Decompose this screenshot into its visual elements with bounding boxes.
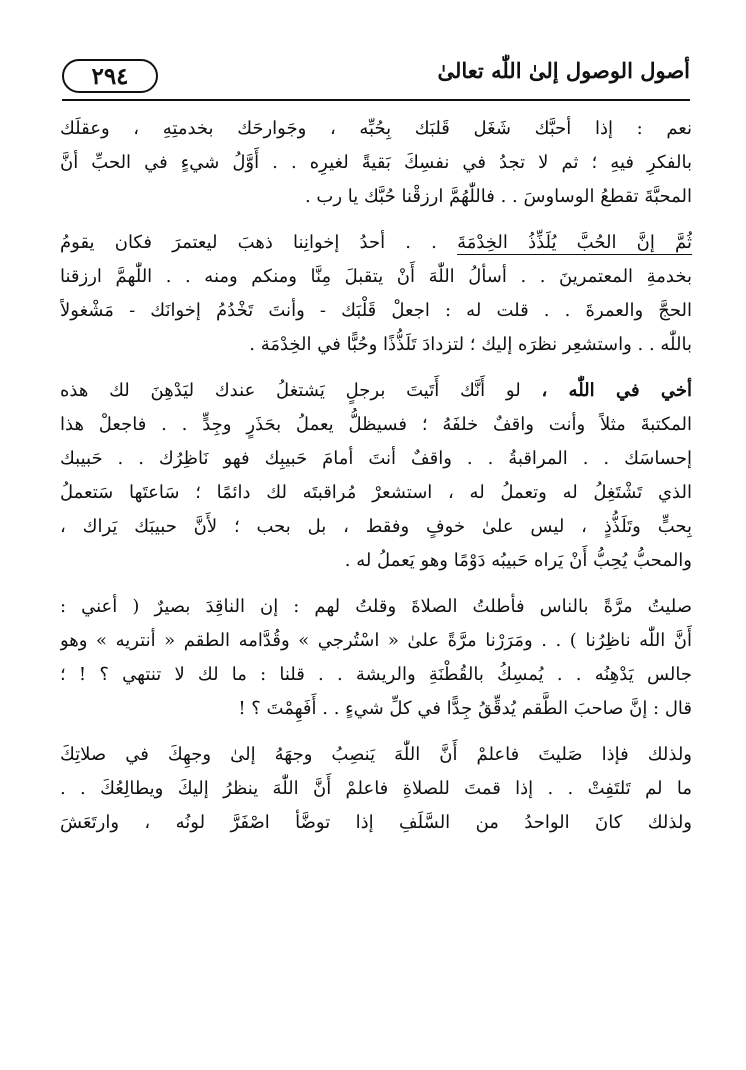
page-header: [62, 52, 690, 96]
text-line: ولذلك كانَ الواحدُ من السَّلَفِ إذا توضَّأ اصْفَرَّ لونُه ، وارتَعَشَ: [60, 812, 692, 833]
paragraph-4: [60, 590, 692, 726]
text-line: [60, 374, 692, 408]
paragraph-1: [60, 112, 692, 214]
text-line: باللّٰه . . واستشعِر نظرَه إليك ؛ لتزدادَ تَلَذُّذًا وحُبًّا في الخِدْمَة .: [249, 334, 692, 355]
paragraph-5: [60, 738, 692, 840]
text-line: بِحبٍّ وتَلَذُّذٍ ، ليس علىٰ خوفٍ وفقط ، بل بحب ؛ لأَنَّ حبيبَك يَراك ،: [60, 516, 692, 537]
page-body: [60, 112, 692, 1032]
book-title: أصول الوصول إلىٰ اللّٰه تعالىٰ: [437, 58, 690, 83]
text-line: أَنَّ اللّٰه ناظِرُنا ) . . ومَرَرْنا مرَّةً علىٰ « اسْتُرجي » وقُدَّامه الطقم « أنتريه » وهو: [60, 630, 692, 651]
text-line: قال : إنَّ صاحبَ الطَّقم يُدقِّقُ جِدًّا في كلِّ شيءٍ . . أَفَهِمْتَ ؟ !: [238, 698, 692, 719]
text-line: المحبَّةَ تقطعُ الوساوسَ . . فاللّٰهُمَّ ارزقْنا حُبَّك يا رب .: [304, 186, 692, 207]
header-divider: [62, 99, 690, 101]
bold-lead-phrase: أخي في اللّٰه ،: [541, 380, 692, 401]
text-line: ولذلك فإذا صَليتَ فاعلمْ أَنَّ اللّٰهَ يَنصِبُ وجهَهُ إلىٰ وجهِكَ في صلاتِكَ: [60, 744, 692, 765]
text-line: الذي تَشْتَغِلُ له وتعملُ له ، استشعرْ مُراقبتَه لك دائمًا ؛ سَاعتَها سَتعملُ: [60, 482, 692, 503]
text-line: صليتُ مرَّةً بالناس فأطلتُ الصلاةَ وقلتُ لهم : إن الناقِدَ بصيرٌ ( أعني :: [60, 596, 692, 617]
text-line: الحجَّ والعمرةَ . . قلت له : اجعلْ قَلْبَك - وأنتَ تَخْدُمُ إخوانَك - مَشْغولاً: [60, 300, 692, 321]
paragraph-3: [60, 374, 692, 578]
text-line: ما لم تَلتَفِتْ . . إذا قمتَ للصلاةِ فاعلمْ أَنَّ اللّٰهَ ينظرُ إليكَ ويطالِعُكَ . .: [60, 778, 692, 799]
text-line: بالفكرِ فيهِ ؛ ثم لا تجدُ في نفسِكَ بَقيةً لغيرِه . . أَوَّلُ شيءٍ في الحبِّ أنَّ: [60, 152, 692, 173]
text-line: إحساسَك . . المراقبةُ . . واقفٌ أنتَ أمامَ حَبيبِك فهو نَاظِرُك . . حَبيبك: [60, 448, 692, 469]
text-line: والمحبُّ يُحِبُّ أَنْ يَراه حَبيبُه دَوْمًا وهو يَعملُ له .: [344, 550, 692, 571]
text-line: جالس يَدْهِنُه . . يُمسِكُ بالقُطْنَةِ والريشة . . قلنا : ما لك لا تنتهي ؟ ! ؛: [60, 664, 692, 685]
text-line: نعم : إذا أحبَّك شَغَل قَلبَك بِحُبِّه ، وجَوارحَك بخدمتِهِ ، وعقلَك: [60, 118, 692, 139]
text-line: المكتبةَ مثلاً وأنت واقفٌ خلفَهُ ؛ فسيظلُّ يعملُ بحَذَرٍ وجِدٍّ . . فاجعلْ هذا: [60, 414, 692, 435]
line-continuation: لو أَنَّك أَتَيتَ برجلٍ يَشتغلُ عندك ليَدْهِنَ لك هذه: [60, 380, 542, 401]
text-line: بخدمةِ المعتمرينَ . . أسألُ اللّٰهَ أَنْ يتقبلَ مِنَّا ومنكم ومنه . . اللّٰهمَّ ارزقنا: [60, 266, 692, 287]
page-number: ٢٩٤: [62, 59, 158, 93]
line-continuation: . . أحدُ إخوانِنا ذهبَ ليعتمرَ فكان يقومُ: [60, 232, 458, 253]
underlined-phrase: ثُمَّ إنَّ الحُبَّ يُلَذِّذُ الخِدْمَةَ: [457, 232, 692, 253]
text-line: [60, 226, 692, 260]
paragraph-2: [60, 226, 692, 362]
